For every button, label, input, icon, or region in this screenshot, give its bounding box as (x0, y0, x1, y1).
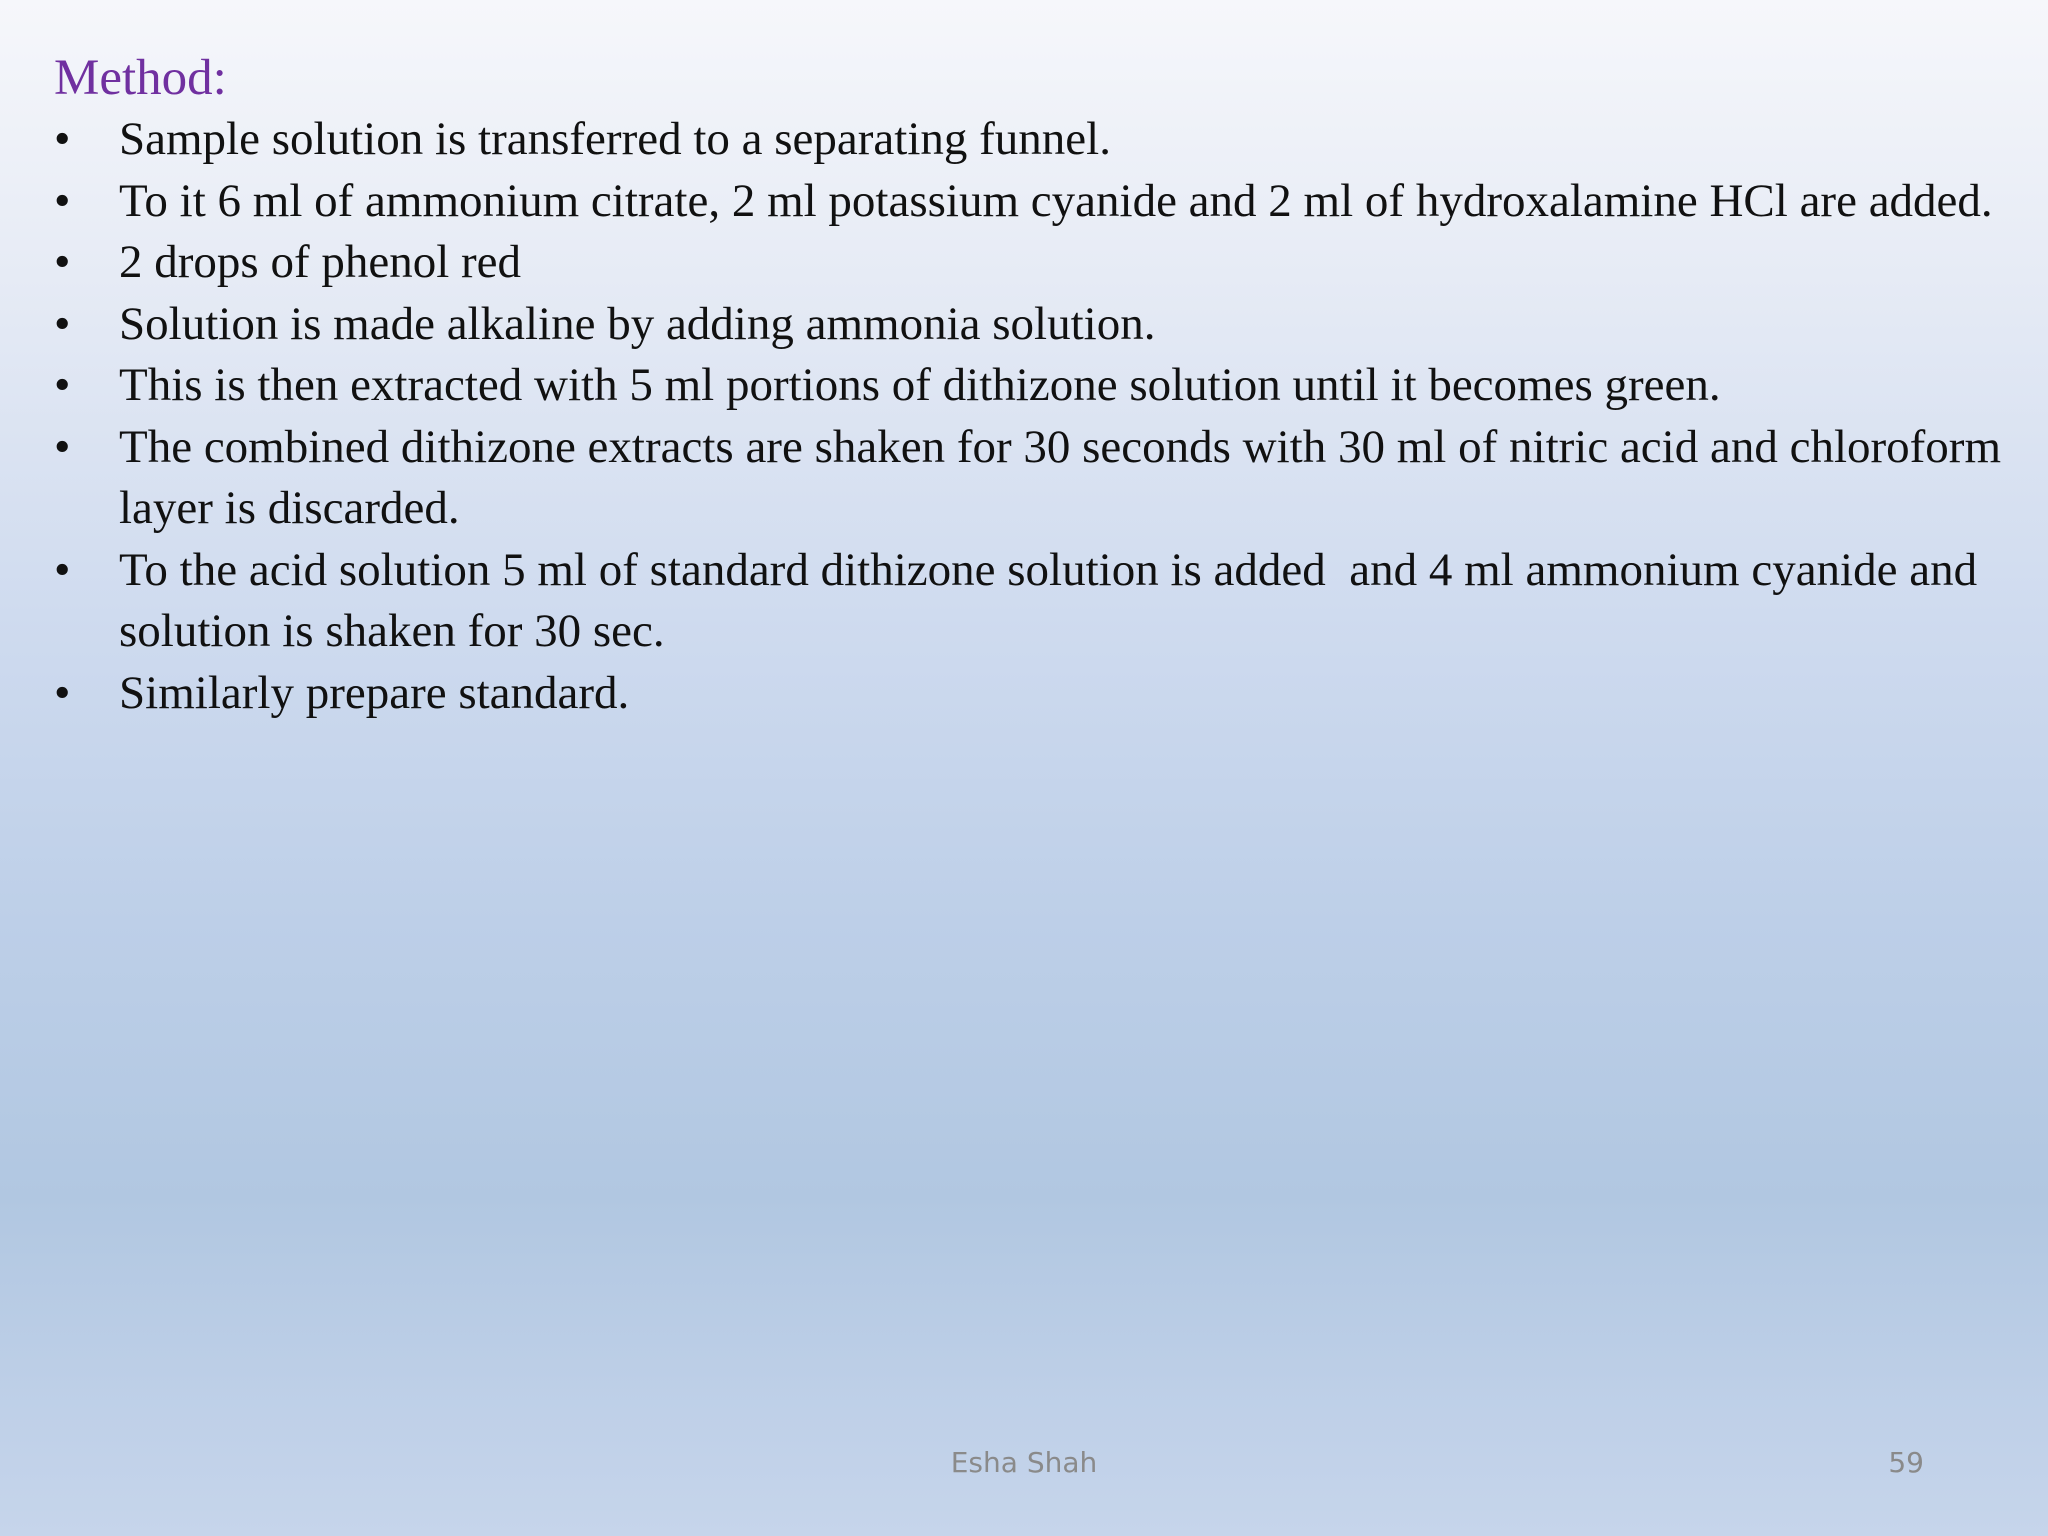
list-item (54, 171, 2014, 233)
bullet-icon: • (54, 236, 71, 288)
bullet-text: Sample solution is transferred to a separating funnel. (119, 113, 1111, 165)
bullet-icon: • (54, 297, 71, 350)
bullet-icon: • (54, 666, 71, 719)
bullet-icon: • (54, 359, 71, 411)
bullet-icon: • (54, 543, 71, 596)
method-bullet-list (54, 109, 2014, 724)
bullet-text: To it 6 ml of ammonium citrate, 2 ml potassium cyanide and 2 ml of hydroxalamine HCl are added. (119, 174, 1993, 227)
bullet-icon: • (54, 113, 71, 165)
slide-page-number: 59 (1888, 1446, 1924, 1479)
list-item (54, 417, 2014, 540)
bullet-text: 2 drops of phenol red (119, 236, 522, 288)
bullet-icon: • (54, 420, 71, 473)
list-item (54, 540, 2014, 663)
footer-author: Esha Shah (950, 1446, 1098, 1479)
bullet-text: Solution is made alkaline by adding ammonia solution. (119, 297, 1156, 350)
slide-title: Method: (54, 50, 227, 106)
bullet-text: To the acid solution 5 ml of standard dithizone solution is added and 4 ml ammonium cyanide and solution is shaken for 30 sec. (119, 543, 1989, 657)
bullet-icon: • (54, 174, 71, 227)
bullet-text: Similarly prepare standard. (119, 666, 630, 719)
list-item (54, 663, 2014, 725)
bullet-text: The combined dithizone extracts are shaken for 30 seconds with 30 ml of nitric acid and chloroform layer is discarded. (119, 420, 2013, 534)
list-item (54, 232, 2014, 294)
list-item (54, 294, 2014, 356)
bullet-text: This is then extracted with 5 ml portions of dithizone solution until it becomes green. (119, 359, 1721, 411)
list-item (54, 109, 2014, 171)
list-item (54, 355, 2014, 417)
